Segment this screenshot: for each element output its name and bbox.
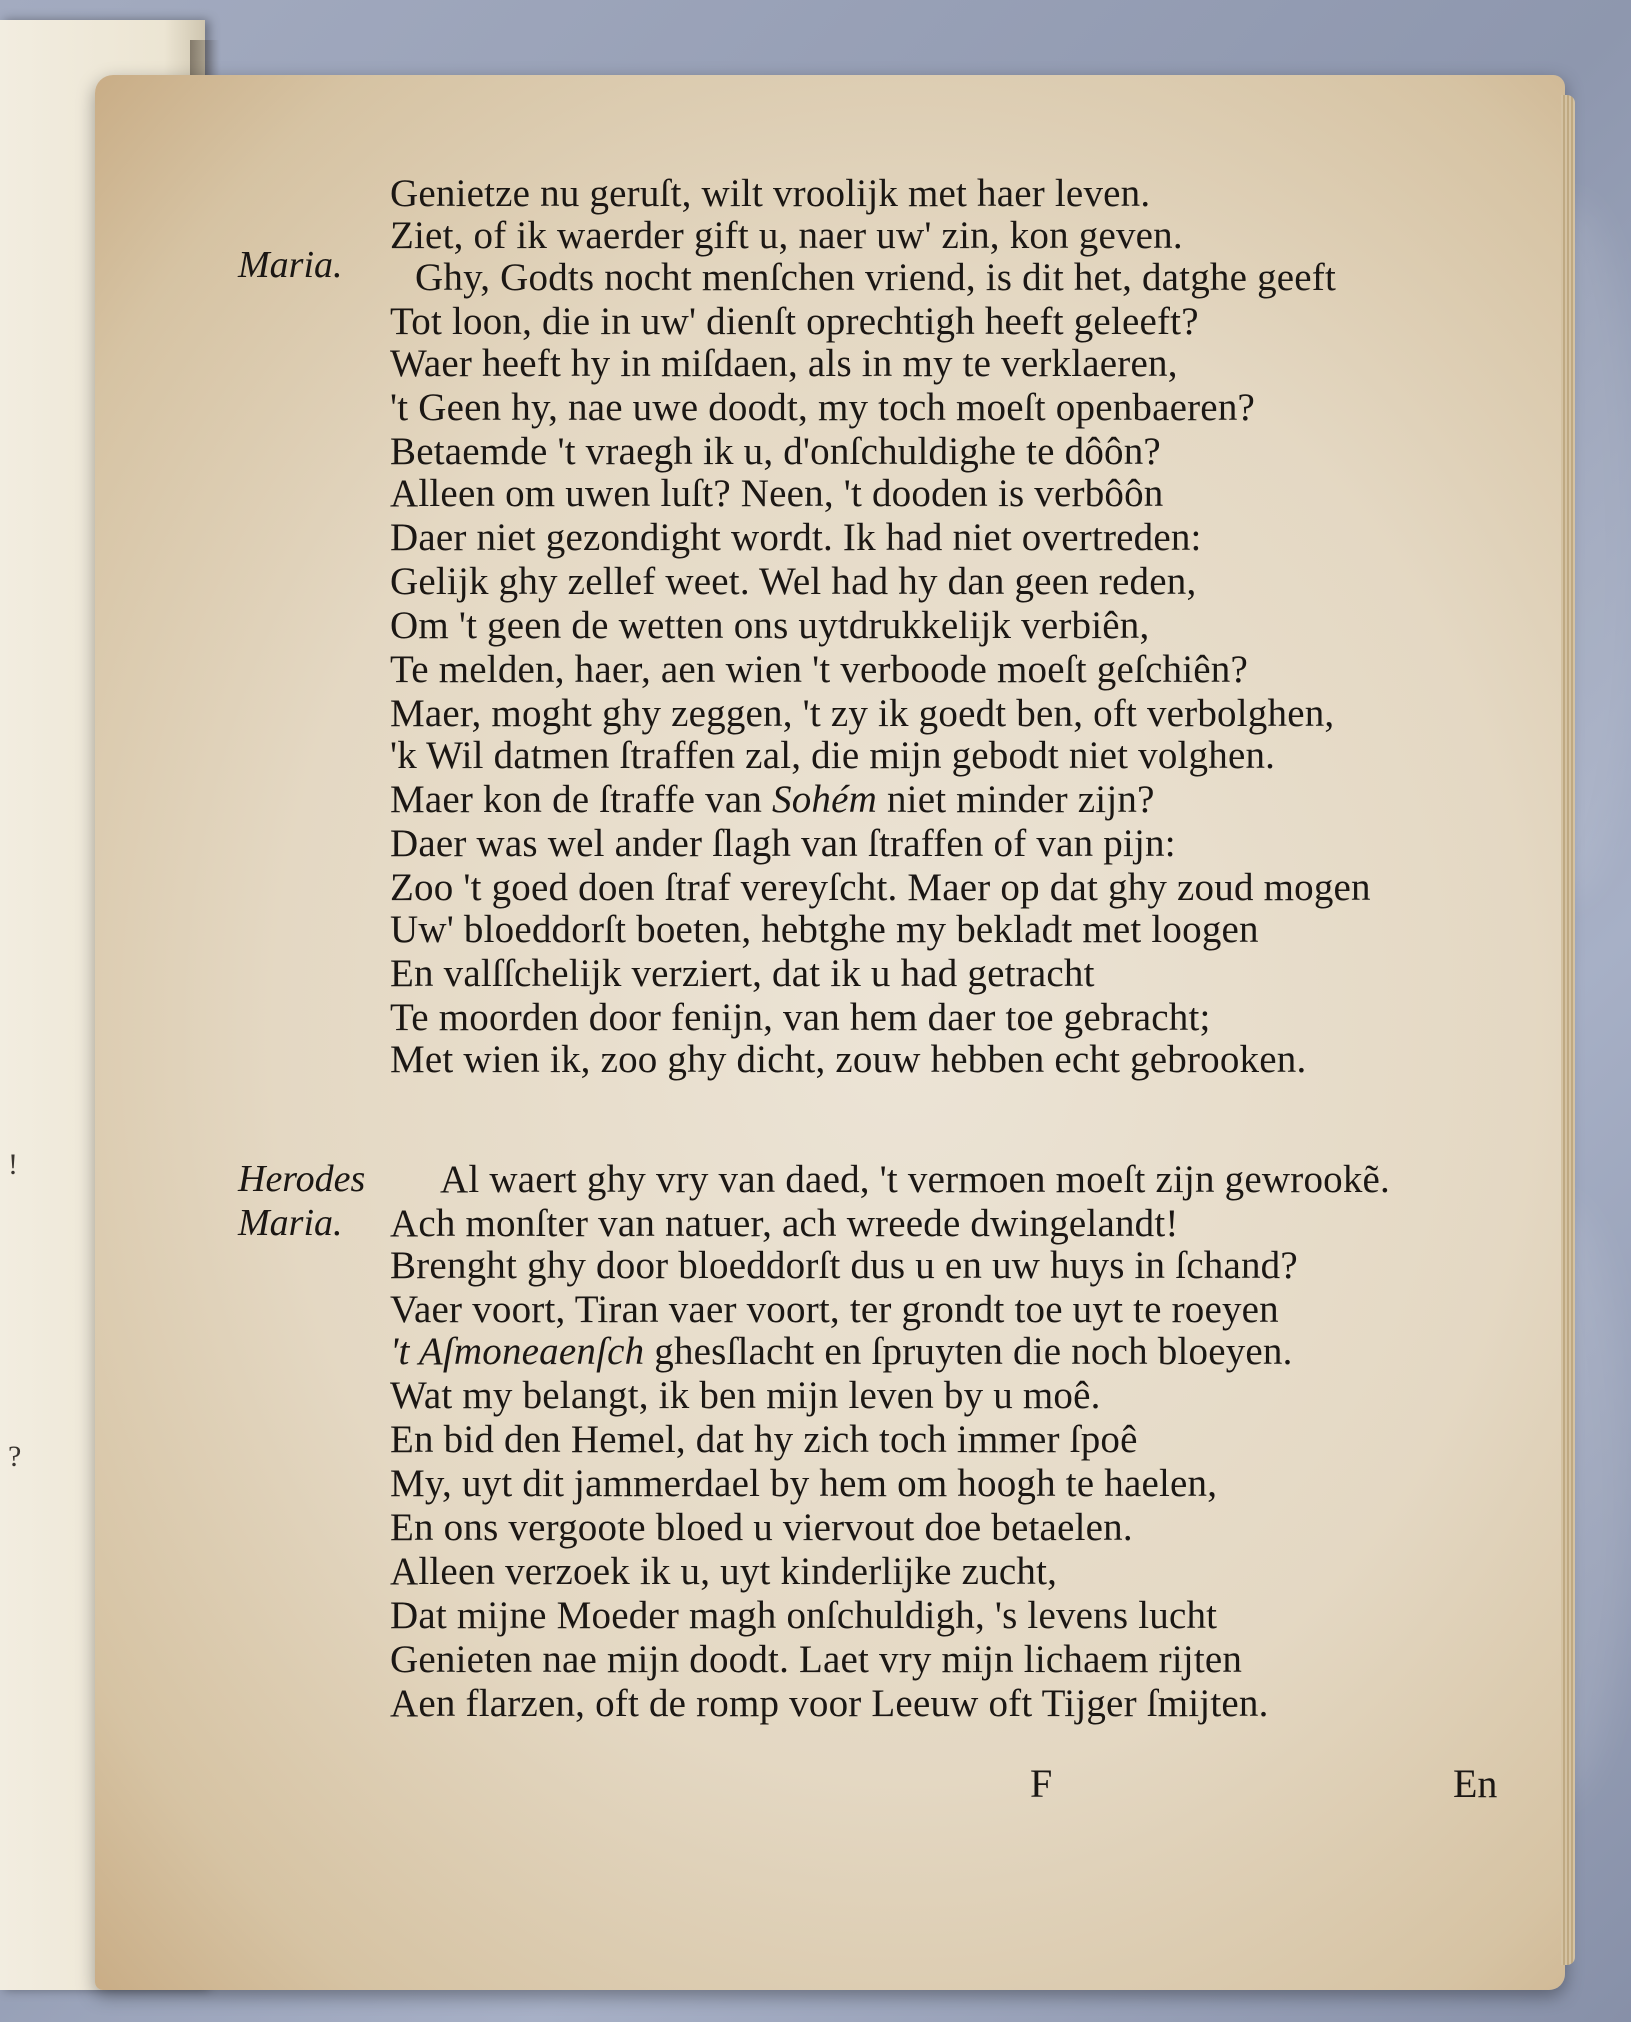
verse-line: 't Geen hy, nae uwe doodt, my toch moeſt openbaeren? (390, 386, 1256, 429)
verse-line: My, uyt dit jammerdael by hem om hoogh te haelen, (390, 1462, 1218, 1505)
verse-line: Genietze nu geruſt, wilt vroolijk met haer leven. (390, 172, 1151, 215)
left-page-line: ? (8, 1440, 22, 1473)
verse-line: Genieten nae mijn doodt. Laet vry mijn lichaem rijten (390, 1638, 1243, 1681)
speaker-label: Herodes (238, 1158, 366, 1200)
verse-line: Om 't geen de wetten ons uytdrukkelijk verbiên, (390, 604, 1150, 647)
verse-line: Ach monſter van natuer, ach wreede dwingelandt! (390, 1202, 1179, 1245)
verse-line: Alleen om uwen luſt? Neen, 't dooden is verbôôn (390, 472, 1164, 515)
verse-line: En valſſchelijk verziert, dat ik u had getracht (390, 952, 1095, 995)
verse-line: Dat mijne Moeder magh onſchuldigh, 's levens lucht (390, 1594, 1218, 1637)
book-page (95, 75, 1565, 1990)
verse-line: Wat my belangt, ik ben mijn leven by u moê. (390, 1374, 1101, 1417)
verse-line: Uw' bloeddorſt boeten, hebtghe my bekladt met loogen (390, 908, 1259, 951)
verse-line: Ziet, of ik waerder gift u, naer uw' zin, kon geven. (390, 214, 1183, 257)
verse-line-sohem (390, 777, 1155, 822)
verse-line: Te moorden door fenijn, van hem daer toe gebracht; (390, 996, 1211, 1039)
verse-line: En bid den Hemel, dat hy zich toch immer ſpoê (390, 1418, 1138, 1461)
verse-line: Vaer voort, Tiran vaer voort, ter grondt toe uyt te roeyen (390, 1288, 1279, 1331)
name-asmoneaensch: 't Aſmoneaenſch (390, 1330, 645, 1373)
verse-line: 'k Wil datmen ſtraffen zal, die mijn gebodt niet volghen. (390, 734, 1276, 777)
verse-line: Aen flarzen, oft de romp voor Leeuw oft Tijger ſmijten. (390, 1682, 1269, 1725)
verse-line: En ons vergoote bloed u viervout doe betaelen. (390, 1506, 1133, 1549)
catchword: En (1453, 1761, 1498, 1806)
verse-line: Alleen verzoek ik u, uyt kinderlijke zucht, (390, 1550, 1058, 1593)
verse-line: Ghy, Godts nocht menſchen vriend, is dit het, datghe geeft (415, 256, 1337, 299)
signature-mark: F (1030, 1761, 1053, 1806)
verse-line: Brenght ghy door bloeddorſt dus u en uw huys in ſchand? (390, 1244, 1298, 1287)
verse-line: Met wien ik, zoo ghy dicht, zouw hebben echt gebrooken. (390, 1038, 1307, 1081)
verse-line: Waer heeft hy in miſdaen, als in my te verklaeren, (390, 342, 1178, 385)
verse-text (95, 75, 1565, 1990)
verse-line: Tot loon, die in uw' dienſt oprechtigh heeft geleeft? (390, 300, 1199, 343)
verse-line: Daer was wel ander ſlagh van ſtraffen of van pijn: (390, 822, 1176, 865)
verse-line: Te melden, haer, aen wien 't verboode moeſt geſchiên? (390, 648, 1248, 691)
speaker-label: Maria. (238, 244, 343, 286)
verse-line: Zoo 't goed doen ſtraf vereyſcht. Maer op dat ghy zoud mogen (390, 866, 1371, 909)
verse-line: Maer, moght ghy zeggen, 't zy ik goedt ben, oft verbolghen, (390, 692, 1335, 735)
verse-text-part: Maer kon de ſtraffe van (390, 778, 763, 821)
verse-text-part: niet minder zijn? (886, 778, 1155, 821)
verse-line: Betaemde 't vraegh ik u, d'onſchuldighe te dôôn? (390, 430, 1161, 473)
verse-line: Al waert ghy vry van daed, 't vermoen moeſt zijn gewrookẽ. (440, 1158, 1390, 1201)
verse-line: Daer niet gezondight wordt. Ik had niet overtreden: (390, 516, 1202, 559)
name-sohem: Sohém (772, 778, 877, 821)
speaker-label: Maria. (238, 1202, 343, 1244)
verse-line: Gelijk ghy zellef weet. Wel had hy dan geen reden, (390, 560, 1197, 603)
left-page-line: ! (8, 1148, 18, 1181)
verse-text-part: ghesſlacht en ſpruyten die noch bloeyen. (654, 1330, 1293, 1373)
verse-line-asmoneaensch (390, 1329, 1293, 1374)
